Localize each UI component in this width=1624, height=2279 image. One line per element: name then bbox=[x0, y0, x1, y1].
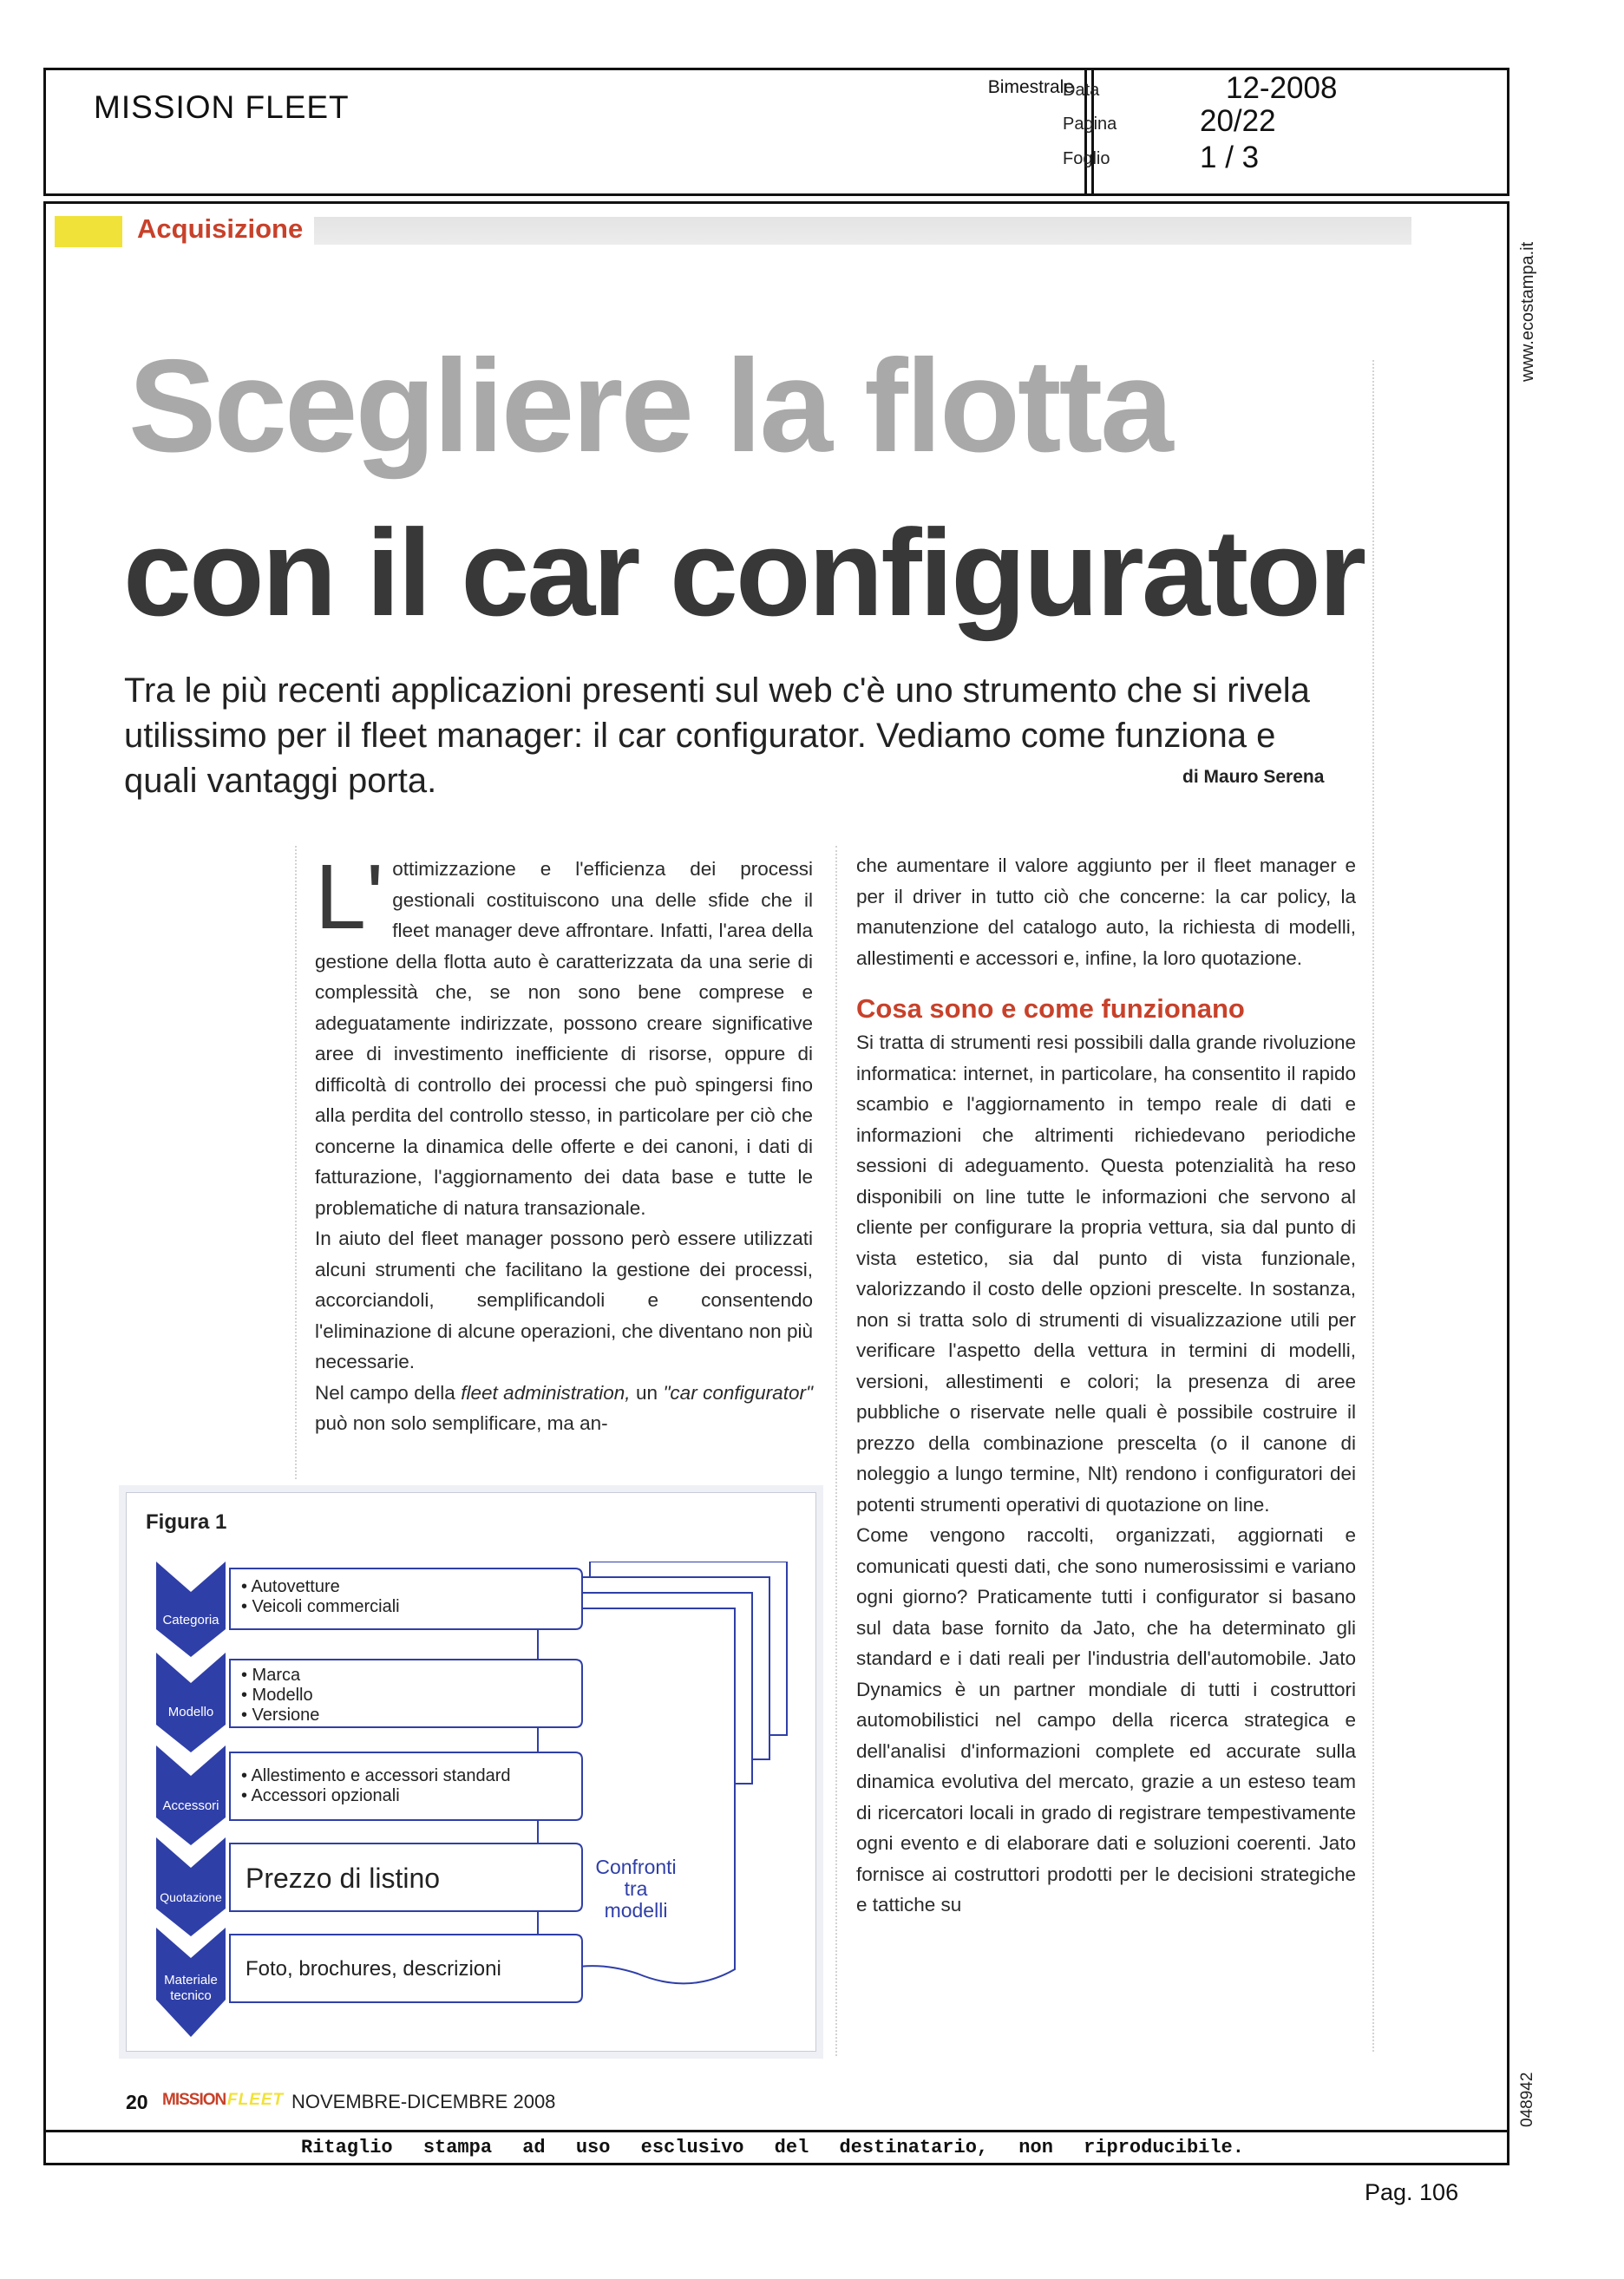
step-quotazione-item-1: Prezzo di listino bbox=[246, 1863, 441, 1894]
page-number: 20 bbox=[126, 2091, 148, 2113]
right-column-guide bbox=[1372, 360, 1374, 2052]
p3-text-b: un bbox=[635, 1381, 658, 1404]
step-modello-arrow bbox=[156, 1653, 226, 1752]
left-column-guide bbox=[295, 846, 297, 1479]
page-indicator: Pag. 106 bbox=[1365, 2179, 1459, 2205]
step-categoria bbox=[156, 1562, 582, 1657]
side-code-text: 048942 bbox=[1518, 2072, 1536, 2127]
step-quotazione bbox=[156, 1837, 582, 1936]
title-line-2: con il car configurator bbox=[123, 504, 1365, 642]
step-accessori-item-1: • Allestimento e accessori standard bbox=[241, 1766, 511, 1785]
step-materiale-label-2: tecnico bbox=[170, 1988, 212, 2003]
publication-name: MISSION FLEET bbox=[94, 89, 350, 125]
footer-issue: NOVEMBRE-DICEMBRE 2008 bbox=[291, 2091, 556, 2112]
step-categoria-item-2: • Veicoli commerciali bbox=[241, 1597, 400, 1616]
step-materiale bbox=[156, 1928, 582, 2037]
figure-title bbox=[146, 1510, 226, 1535]
p3-italic-2: "car configurator" bbox=[663, 1381, 813, 1404]
frequency-label: Bimestrale bbox=[987, 77, 1074, 97]
side-website-text: www.ecostampa.it bbox=[1518, 241, 1537, 382]
drop-cap: L' bbox=[315, 846, 384, 948]
step-categoria-item-1: • Autovetture bbox=[241, 1577, 340, 1596]
column-2-paragraph-1: che aumentare il valore aggiunto per il fleet manager e per il driver in tutto ciò che concerne: la car policy, la manutenzione del catalogo auto, la richiesta di modelli, allestimenti e accessori e, infine, la loro quotazione. bbox=[856, 855, 1356, 969]
p3-text-a: Nel campo della bbox=[315, 1381, 455, 1404]
footer-brand-2: FLEET bbox=[227, 2091, 285, 2109]
step-modello-item-2: • Modello bbox=[241, 1686, 313, 1705]
date-value: 12-2008 bbox=[1226, 71, 1338, 105]
section-color-block bbox=[55, 216, 122, 247]
step-accessori-label: Accessori bbox=[162, 1798, 219, 1813]
step-materiale-item-1: Foto, brochures, descrizioni bbox=[246, 1957, 501, 1981]
byline: di Mauro Serena bbox=[1182, 767, 1325, 787]
figure-title-text: Figura 1 bbox=[146, 1510, 227, 1534]
page-label: Pagina bbox=[1063, 115, 1117, 134]
article-column-2 bbox=[856, 850, 1356, 1921]
p3-italic-1: fleet administration, bbox=[461, 1381, 631, 1404]
step-quotazione-label: Quotazione bbox=[160, 1890, 222, 1904]
step-modello-item-1: • Marca bbox=[241, 1666, 301, 1685]
paragraph-1-text: ottimizzazione e l'efficienza dei processi gestionali costituiscono una delle sfide che il fleet manager deve affrontare. Infatti, l'area della gestione della flotta auto è caratterizzata da una serie di complessità che, se non sono bene comprese e adeguatamente indirizzate, possono creare significative aree di investimento inefficiente di risorse, oppure di difficoltà di controllo dei processi che può spingersi fino alla perdita del controllo stesso, in particolare per ciò che concerne la dinamica delle offerte e dei canoni, i dati di fatturazione, l'aggiornamento dei data base e tutte le problematiche di natura transazionale. bbox=[315, 858, 813, 1219]
date-label: Data bbox=[1063, 81, 1100, 100]
p3-text-c: può non solo semplificare, ma an- bbox=[315, 1412, 608, 1434]
subheading: Cosa sono e come funzionano bbox=[856, 993, 1245, 1024]
page-value: 20/22 bbox=[1200, 104, 1276, 138]
footer-brand-1: MISSION bbox=[162, 2091, 226, 2109]
header-left-cell bbox=[46, 70, 1087, 193]
compare-line-1: Confronti bbox=[595, 1856, 677, 1878]
section-bar bbox=[314, 217, 1411, 245]
figure-diagram bbox=[152, 1562, 794, 2047]
step-accessori bbox=[156, 1745, 582, 1845]
sheet-value: 1 / 3 bbox=[1200, 141, 1260, 174]
column-2-paragraph-2: Si tratta di strumenti resi possibili dalla grande rivoluzione informatica: internet, in particolare, ha consentito il rapido scambio e l'aggiornamento in tempo reale di dati e informazioni che altrimenti richiedevano periodiche sessioni di adeguamento. Questa potenzialità ha reso disponibili on line tutte le informazioni che servono al cliente per configurare la propria vettura, sia dal punto di vista estetico, sia dal punto di vista funzionale, valorizzando il costo delle opzioni prescelte. In sostanza, non si tratta solo di strumenti di visualizzazione utili per verificare l'aspetto della vettura in termini di modelli, versioni, allestimenti e colori; la presenza di aree pubbliche o riservate nelle quali è possibile costruire il prezzo della combinazione prescelta (o il canone di noleggio a lungo termine, Nlt) rendono i configuratori dei potenti strumenti operativi di quotazione on line. bbox=[856, 1031, 1356, 1516]
step-quotazione-arrow bbox=[156, 1837, 226, 1936]
column-1-paragraph-1 bbox=[315, 846, 813, 1223]
step-accessori-item-2: • Accessori opzionali bbox=[241, 1786, 400, 1805]
step-modello bbox=[156, 1653, 582, 1752]
compare-line-2: tra bbox=[624, 1877, 648, 1900]
compare-line-3: modelli bbox=[604, 1899, 668, 1922]
step-categoria-arrow bbox=[156, 1562, 226, 1657]
step-categoria-label: Categoria bbox=[162, 1613, 219, 1627]
side-code bbox=[1511, 2065, 1537, 2127]
step-modello-item-3: • Versione bbox=[241, 1706, 320, 1725]
step-materiale-label-1: Materiale bbox=[164, 1973, 218, 1988]
step-accessori-arrow bbox=[156, 1745, 226, 1845]
title-line-1: Scegliere la flotta bbox=[128, 332, 1171, 480]
column-2-paragraph-3: Come vengono raccolti, organizzati, aggiornati e comunicati questi dati, che sono numerosissimi e variano ogni giorno? Praticamente tutti i configurator si basano sul data base fornito da Jato, che ha determinato gli standard e i dati reali per l'industria dell'automobile. Jato Dynamics è un partner mondiale di tutti i costruttori automobilistici nel campo della ricerca strategica e dell'analisi d'informazioni complete ed accurate sulla dinamica evolutiva del mercato, grazie a un esteso team di ricercatori locali in grado di registrare tempestivamente ogni evento e di elaborare dati e soluzioni coerenti. Jato fornisce ai costruttori prodotti per le decisioni strategiche e tattiche su bbox=[856, 1524, 1356, 1916]
middle-column-guide bbox=[835, 846, 837, 2056]
sheet-label: Foglio bbox=[1063, 149, 1110, 168]
lead-paragraph: Tra le più recenti applicazioni presenti sul web c'è uno strumento che si rivela utilissimo per il fleet manager: il car configurator. Vediamo come funziona e quali vantaggi porta. bbox=[124, 671, 1310, 800]
column-1-paragraph-2: In aiuto del fleet manager possono però essere utilizzati alcuni strumenti che facilitano la gestione dei processi, accorciandoli, semplificandoli e consentendo l'eliminazione di alcune operazioni, che diventano non più necessarie. bbox=[315, 1228, 813, 1372]
disclaimer-text: Ritaglio stampa ad uso esclusivo del destinatario, non riproducibile. bbox=[301, 2137, 1244, 2158]
side-website bbox=[1511, 213, 1537, 382]
section-label: Acquisizione bbox=[137, 213, 304, 244]
article-column-1 bbox=[315, 846, 813, 1439]
step-modello-label: Modello bbox=[167, 1705, 214, 1719]
column-1-paragraph-3 bbox=[315, 1378, 813, 1439]
